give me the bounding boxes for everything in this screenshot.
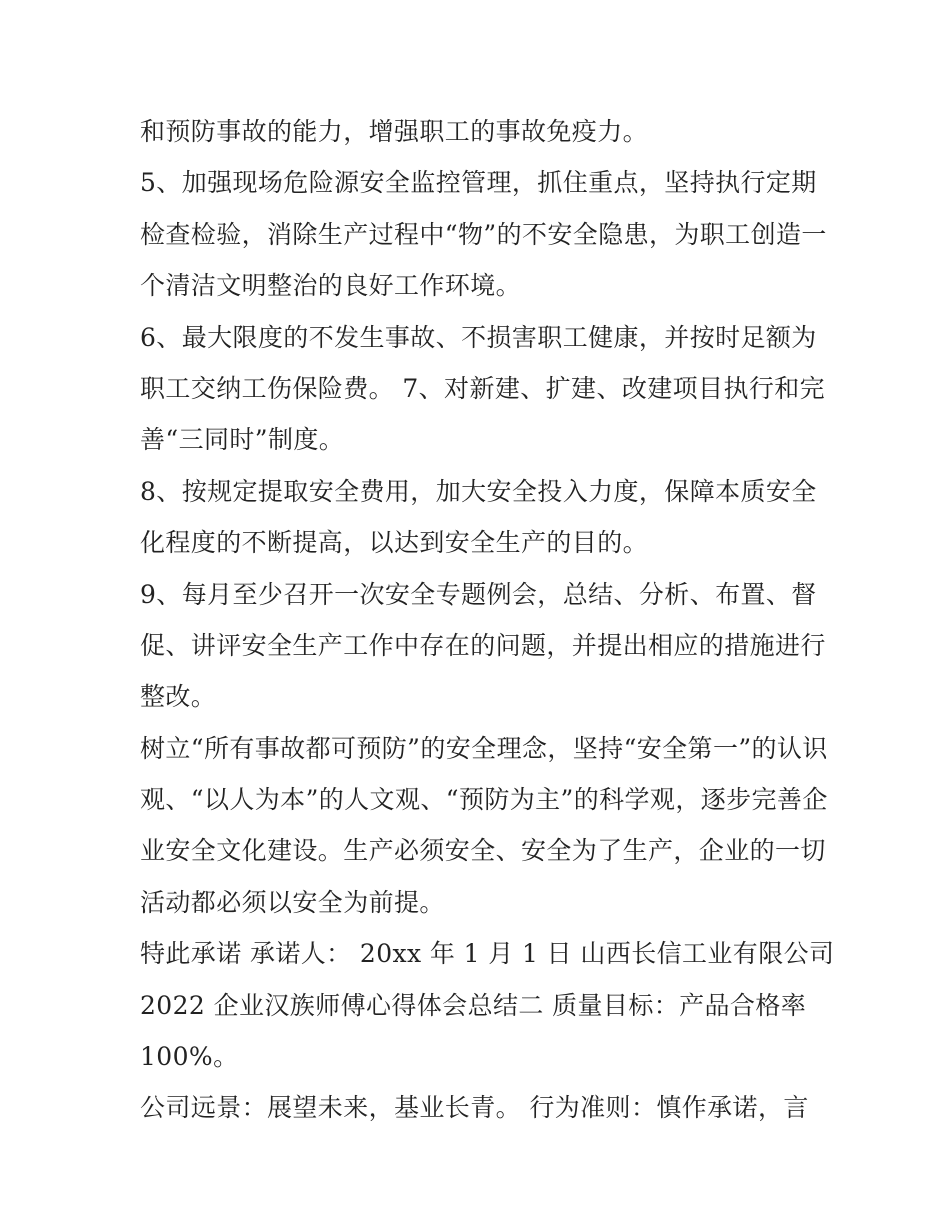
text-line: 化程度的不断提高，以达到安全生产的目的。 [140, 528, 649, 558]
text-line: 公司远景：展望未来，基业长青。 行为准则：慎作承诺，言 [140, 1093, 809, 1123]
text-line: 业安全文化建设。生产必须安全、安全为了生产，企业的一切 [140, 836, 826, 866]
text-line: 特此承诺 承诺人： 20xx 年 1 月 1 日 山西长信工业有限公司 [140, 939, 835, 969]
text-line: 职工交纳工伤保险费。 7、对新建、扩建、改建项目执行和完 [140, 373, 826, 403]
text-line: 个清洁文明整治的良好工作环境。 [140, 271, 522, 301]
text-line: 树立“所有事故都可预防”的安全理念，坚持“安全第一”的认识 [140, 733, 828, 763]
text-line: 促、讲评安全生产工作中存在的问题，并提出相应的措施进行 [140, 630, 826, 660]
text-line: 和预防事故的能力，增强职工的事故免疫力。 [140, 117, 649, 146]
text-line: 8、按规定提取安全费用，加大安全投入力度，保障本质安全 [140, 476, 817, 506]
text-line: 100%。 [140, 1042, 239, 1072]
document-body [140, 106, 835, 1134]
text-line: 6、最大限度的不发生事故、不损害职工健康，并按时足额为 [140, 322, 817, 352]
text-line: 善“三同时”制度。 [140, 425, 345, 455]
text-line: 5、加强现场危险源安全监控管理，抓住重点，坚持执行定期 [140, 168, 817, 198]
text-line: 观、“以人为本”的人文观、“预防为主”的科学观，逐步完善企 [140, 785, 828, 815]
text-line: 2022 企业汉族师傅心得体会总结二 质量目标：产品合格率 [140, 990, 807, 1020]
text-line: 9、每月至少召开一次安全专题例会，总结、分析、布置、督 [140, 579, 817, 609]
text-line: 检查检验，消除生产过程中“物”的不安全隐患，为职工创造一 [140, 219, 827, 249]
text-line: 活动都必须以安全为前提。 [140, 887, 445, 917]
text-line: 整改。 [140, 682, 217, 712]
